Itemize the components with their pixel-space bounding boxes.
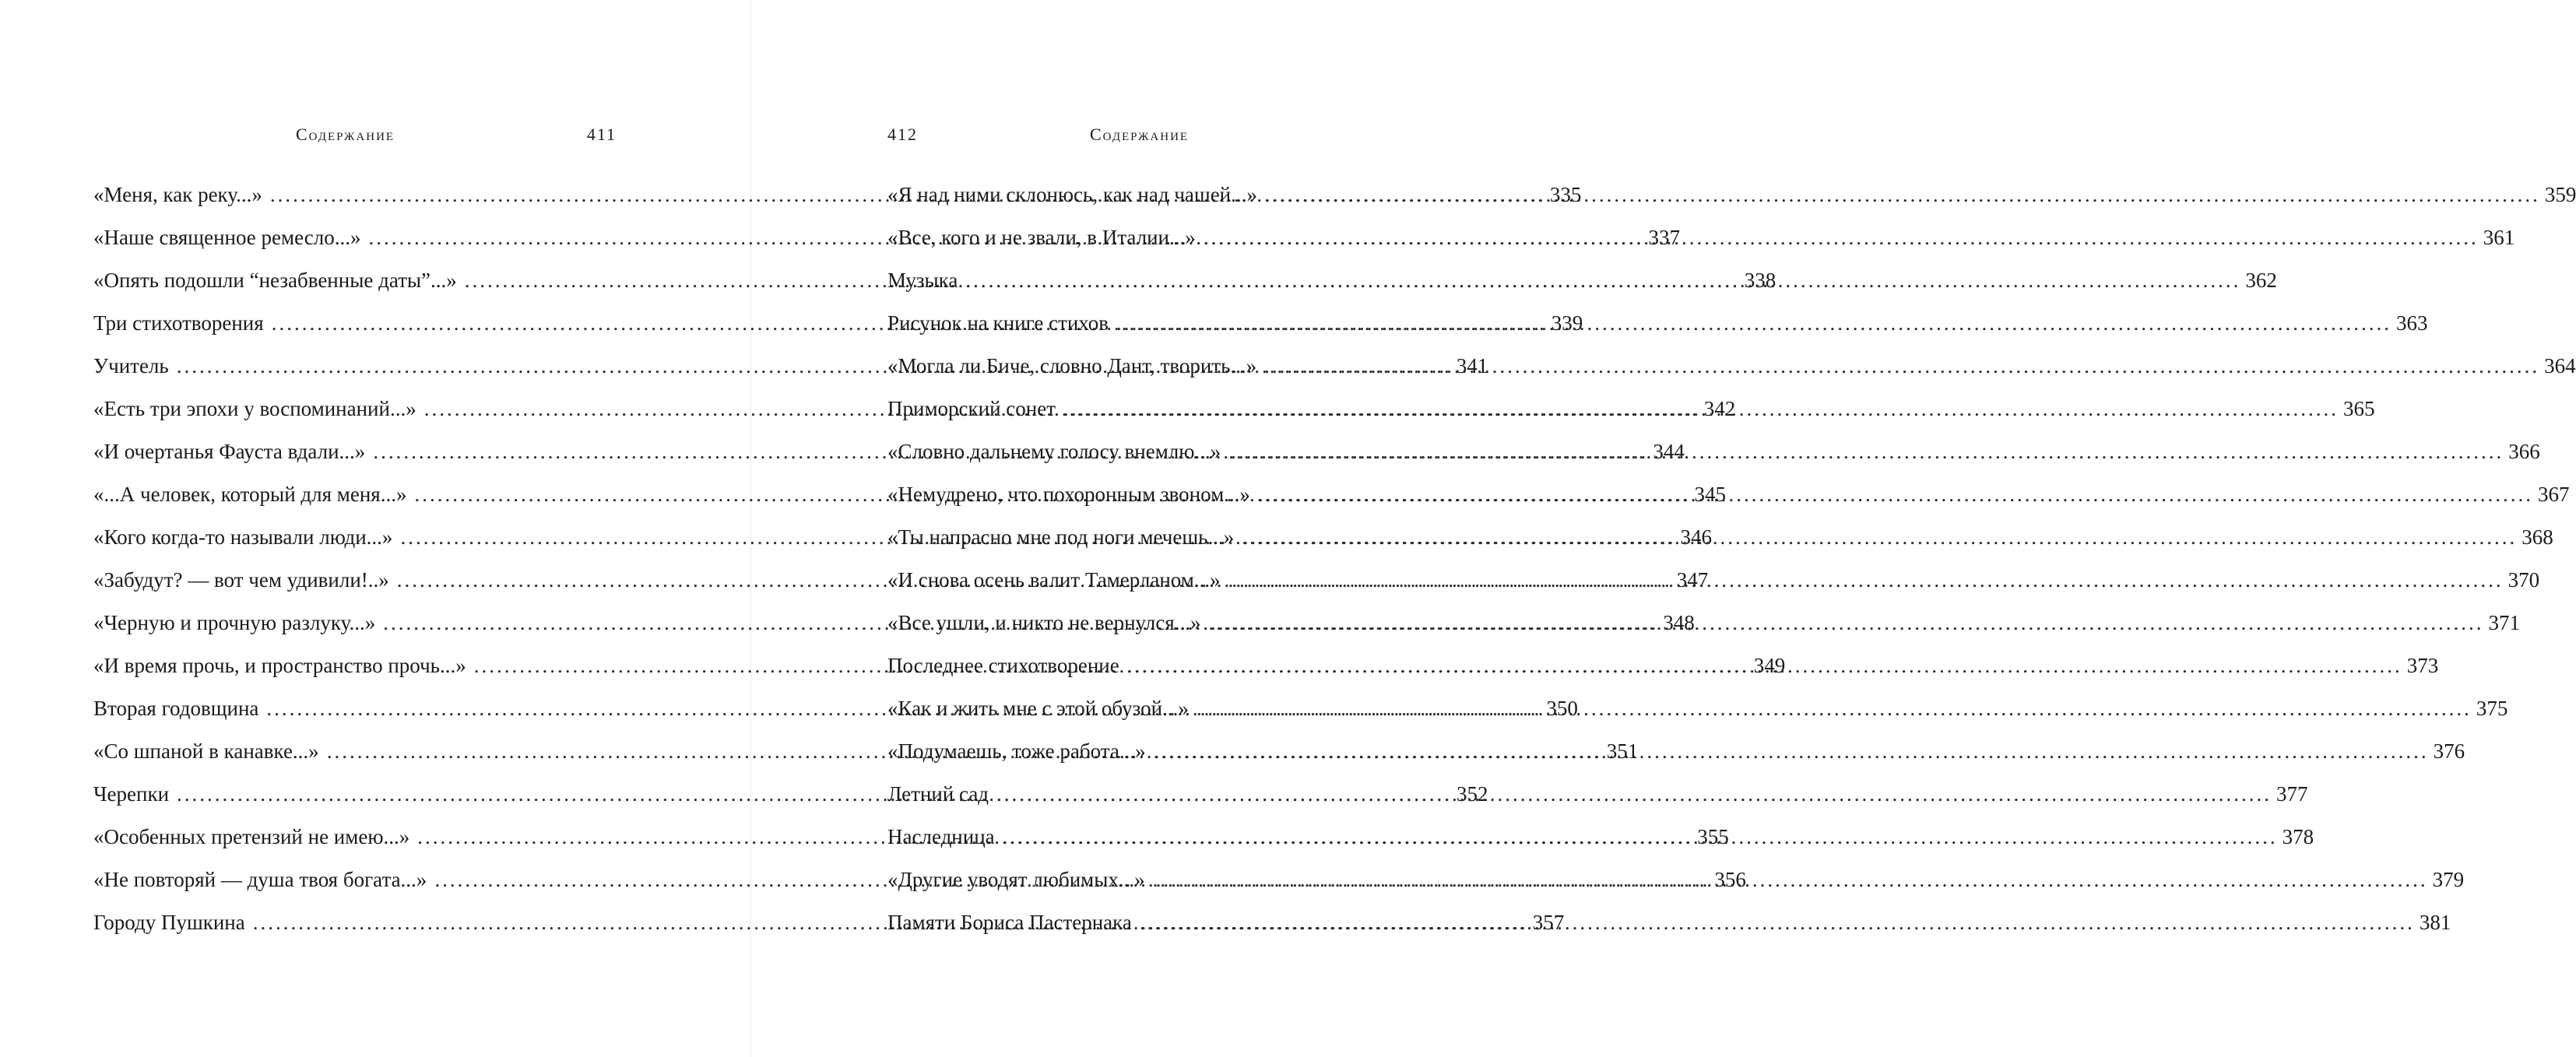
toc-entry-page: 348 xyxy=(1663,611,1695,634)
dot-leader xyxy=(996,777,2272,811)
toc-entry-page: 335 xyxy=(1549,183,1582,206)
toc-entry-title: «Забудут? — вот чем удивили!..» xyxy=(93,568,389,592)
toc-entry-title: «И время прочь, и пространство прочь...» xyxy=(93,654,466,677)
toc-entry-title: Музыка xyxy=(887,269,958,292)
toc-entry-page: 338 xyxy=(1744,269,1776,292)
toc-entry-title: «...А человек, который для меня...» xyxy=(93,483,407,506)
toc-entry-title: «Все, кого и не звали, в Италии...» xyxy=(887,226,1196,249)
toc-entry-page: 344 xyxy=(1653,440,1685,463)
toc-entry-page: 359 xyxy=(2544,183,2576,206)
toc-entry-page: 361 xyxy=(2483,226,2515,249)
toc-entry-title: «И очертанья Фауста вдали...» xyxy=(93,440,366,463)
toc-entry-page: 357 xyxy=(1532,911,1565,934)
dot-leader xyxy=(1197,691,2472,725)
toc-entry-title: «Словно дальнему голосу внемлю...» xyxy=(887,440,1221,463)
toc-entry-title: «Как и жить мне с этой обузой...» xyxy=(887,697,1189,720)
toc-entry-title: «Не повторяй — душа твоя богата...» xyxy=(93,868,427,891)
dot-leader xyxy=(1204,220,2479,255)
toc-entry-page: 366 xyxy=(2508,440,2540,463)
toc-entry-page: 363 xyxy=(2396,311,2428,335)
toc-entry-title: «Я над ними склонюсь, как над чашей...» xyxy=(887,183,1257,206)
toc-entry-page: 342 xyxy=(1703,397,1736,420)
toc-entry-title: Памяти Бориса Пастернака xyxy=(887,911,1132,934)
toc-entry-page: 378 xyxy=(2282,825,2314,848)
toc-entry-page: 346 xyxy=(1680,525,1712,549)
dot-leader xyxy=(1153,862,2428,897)
toc-entry-page: 351 xyxy=(1606,739,1639,763)
toc-entry-title: Три стихотворения xyxy=(93,311,264,335)
toc-entry-title: Приморский сонет xyxy=(887,397,1056,420)
toc-entry-title: Наследница xyxy=(887,825,995,848)
toc-entry-title: Летний сад xyxy=(887,782,989,806)
toc-entry-page: 375 xyxy=(2476,697,2508,720)
toc-entry-page: 367 xyxy=(2537,483,2570,506)
dot-leader xyxy=(1258,477,2533,511)
dot-leader xyxy=(1228,434,2504,469)
toc-entry-page: 362 xyxy=(2245,269,2277,292)
toc-entry-page: 337 xyxy=(1648,226,1680,249)
toc-entry-title: «Меня, как реку...» xyxy=(93,183,262,206)
dot-leader xyxy=(1127,648,2402,683)
toc-entry-title: «И снова осень валит Тамерланом...» xyxy=(887,568,1221,592)
dot-leader xyxy=(1116,306,2391,340)
toc-entry-title: «Ты напрасно мне под ноги мечешь...» xyxy=(887,525,1235,549)
toc-entry-page: 381 xyxy=(2419,911,2451,934)
right-running-head xyxy=(887,125,1411,149)
toc-entry-page: 365 xyxy=(2343,397,2375,420)
toc-entry-page: 349 xyxy=(1753,654,1786,677)
toc-entry-title: Вторая годовщина xyxy=(93,697,259,720)
toc-entry-page: 376 xyxy=(2433,739,2465,763)
toc-entry-page: 339 xyxy=(1551,311,1583,335)
left-running-title: Содержание xyxy=(296,125,395,144)
toc-entry-page: 341 xyxy=(1456,354,1488,378)
toc-entry-title: Черепки xyxy=(93,782,170,806)
toc-entry-page: 371 xyxy=(2488,611,2520,634)
dot-leader xyxy=(1242,520,2517,554)
dot-leader xyxy=(1208,606,2483,640)
toc-entry-title: «Особенных претензий не имею...» xyxy=(93,825,410,848)
toc-entry-title: «Могла ли Биче, словно Дант, творить...» xyxy=(887,354,1257,378)
toc-entry-title: «Черную и прочную разлуку...» xyxy=(93,611,376,634)
toc-entry-page: 364 xyxy=(2544,354,2576,378)
dot-leader xyxy=(1003,820,2278,854)
toc-entry-title: Рисунок на книге стихов xyxy=(887,311,1109,335)
right-running-title: Содержание xyxy=(1090,125,1190,144)
dot-leader xyxy=(1154,734,2429,768)
toc-entry-title: Последнее стихотворение xyxy=(887,654,1119,677)
dot-leader xyxy=(1264,349,2539,383)
toc-entry-page: 377 xyxy=(2276,782,2308,806)
toc-entry-page: 352 xyxy=(1457,782,1488,806)
toc-entry-page: 373 xyxy=(2406,654,2439,677)
toc-entry-page: 355 xyxy=(1697,825,1729,848)
toc-entry-page: 368 xyxy=(2522,525,2553,549)
left-page-number: 411 xyxy=(586,125,617,144)
toc-entry-title: «Подумаешь, тоже работа...» xyxy=(887,739,1146,763)
toc-entry-title: «Другие уводят любимых...» xyxy=(887,868,1145,891)
toc-entry-title: «Опять подошли “незабвенные даты”...» xyxy=(93,269,457,292)
toc-entry-title: «Со шпаной в канавке...» xyxy=(93,739,319,763)
left-running-head xyxy=(93,125,617,149)
toc-entry-title: «Кого когда-то называли люди...» xyxy=(93,525,393,549)
toc-entry-title: Городу Пушкина xyxy=(93,911,245,934)
toc-entry-title: «Есть три эпохи у воспоминаний...» xyxy=(93,397,416,420)
dot-leader xyxy=(965,263,2240,297)
toc-entry-title: «Наше священное ремесло...» xyxy=(93,226,361,249)
right-page-number: 412 xyxy=(887,125,918,144)
dot-leader xyxy=(1140,905,2415,939)
toc-entry-title: «Все ушли, и никто не вернулся...» xyxy=(887,611,1201,634)
toc-entry-page: 345 xyxy=(1694,483,1726,506)
toc-entry-page: 379 xyxy=(2432,868,2465,891)
toc-entry-page: 350 xyxy=(1546,697,1578,720)
toc-entry-page: 356 xyxy=(1714,868,1746,891)
toc-entry-page: 347 xyxy=(1676,568,1709,592)
toc-entry-page: 370 xyxy=(2507,568,2540,592)
dot-leader xyxy=(1265,177,2540,212)
toc-entry-title: Учитель xyxy=(93,354,169,378)
toc-entry-title: «Немудрено, что похоронным звоном...» xyxy=(887,483,1250,506)
dot-leader xyxy=(1063,392,2339,426)
dot-leader xyxy=(1228,563,2504,597)
